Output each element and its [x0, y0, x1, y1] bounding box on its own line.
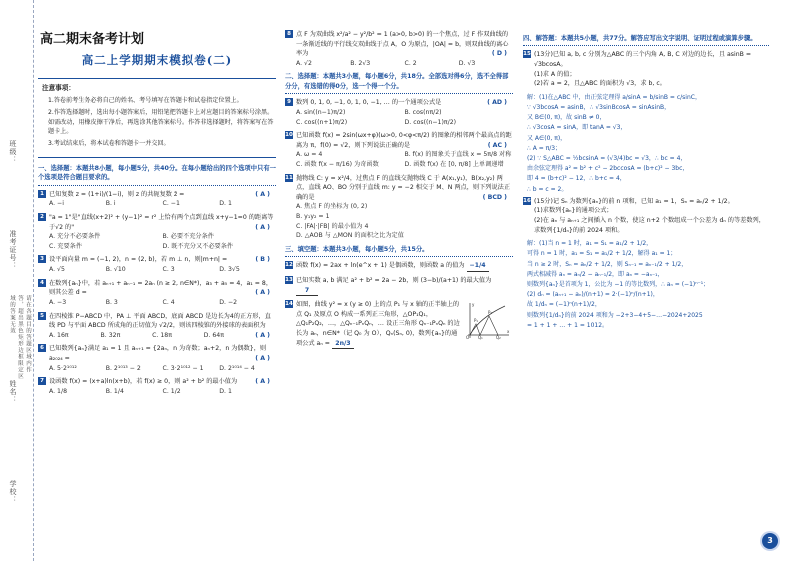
question-part: (2)若 a = 2，且△ABC 的面积为 √3，求 b, c。	[534, 80, 666, 88]
question-number: 8	[285, 30, 293, 38]
question-stem: 数列 0, 1, 0, −1, 0, 1, 0, −1, … 的一个通项公式是	[296, 99, 442, 107]
option-d: D. 3√5	[219, 266, 240, 274]
svg-text:P₂: P₂	[488, 310, 493, 316]
question-stem: 在四棱锥 P−ABCD 中，PA ⊥ 平面 ABCD，底面 ABCD 是边长为4的正方形，直线 PD 与平面 ABCD 所成角的正切值为 √2/2，则该四棱锥的外接球的表面积为	[49, 312, 271, 330]
question-number: 1	[38, 190, 46, 198]
option-a: A. 充分不必要条件	[49, 233, 101, 241]
column-1	[38, 30, 276, 400]
question-number: 14	[285, 301, 293, 308]
question-number: 4	[38, 279, 46, 287]
question-number: 5	[38, 312, 46, 320]
question-4	[38, 279, 276, 308]
question-stem: 设函数 f(x) = (x+a)ln(x+b)，若 f(x) ≥ 0，则 a² + b² 的最小值为	[49, 378, 238, 386]
options	[49, 265, 276, 275]
solution-line: ∵ √3bcosA = asinB，∴ √3sinBcosA = sinAsinB，	[527, 104, 671, 112]
option-d: D. cos((n−1)π/2)	[404, 118, 457, 126]
solution-line: (2) dₙ = (aₙ₊₁ − aₙ)/(n+1) = 2·(−1)ⁿ/(n+1)，	[527, 291, 659, 299]
question-stem: "a = 1"是"直线(x+2)² + (y−1)² = r² 上恰有两个点到直线 x+y−1=0 的距离等于√2 的"	[49, 214, 274, 231]
section-2-header: 二、选择题：本题共3小题，每小题6分，共18分。全部选对得6分，选不全得部分分，有选错的得0分，选一个得一个分。	[285, 72, 513, 94]
solution-line: ∴ A = π/3；	[527, 144, 562, 152]
column-2	[285, 30, 513, 353]
option-b: B. cos(nπ/2)	[404, 108, 442, 116]
question-stem: (15分)记 Sₙ 为数列{aₙ}的前 n 项和，已知 a₁ = 1，Sₙ = aₙ/2 + 1/2。	[534, 197, 734, 205]
option-c: C. 2	[404, 59, 417, 67]
question-1	[38, 190, 276, 209]
question-part: (2)在 aₙ 与 aₙ₊₁ 之间插入 n 个数，使这 n+2 个数组成一个公差为 dₙ 的等差数列，求数列{1/dₙ}的前 2024 项和。	[534, 216, 765, 234]
option-c: C. 4	[162, 298, 175, 306]
answer-key: ( BCD )	[482, 193, 507, 201]
question-14	[285, 300, 513, 349]
svg-text:Q₁: Q₁	[478, 335, 483, 341]
answer-blank: −1/4	[467, 261, 489, 272]
question-stem: 已知函数 f(x) = 2sin(ωx+φ)(ω>0, 0<φ<π/2) 的图象的相邻两个最高点的距离为 π，f(0) = √2，则下列说法正确的是	[296, 132, 512, 149]
question-7	[38, 377, 276, 396]
answer-key: ( A )	[255, 378, 270, 386]
option-c: C. 3	[162, 266, 175, 274]
answer-blank: 7	[296, 286, 318, 297]
question-15	[523, 50, 769, 88]
svg-text:P₁: P₁	[474, 318, 479, 324]
option-a: A. −3	[49, 298, 67, 306]
solution-line: ∴ b = c = 2。	[527, 185, 568, 193]
answer-key: ( A )	[255, 289, 270, 297]
question-number: 15	[523, 51, 531, 58]
answer-key: ( B )	[255, 256, 270, 264]
question-stem: 点 F 为双曲线 x²/a² − y²/b² = 1 (a>0, b>0) 的一个焦点，过 F 作双曲线的一条渐近线的平行线交双曲线于点 A，O 为原点，|OA| = b，则双曲线的离心率为	[296, 31, 509, 58]
option-c: C. −1	[162, 200, 180, 208]
question-stem: 如图，曲线 y² = x (y ≥ 0) 上的点 P₁ 与 x 轴的正半轴上的点 Q₁ 及原点 O 构成一系列正三角形，△OP₁Q₁，△Q₁P₂Q₂，…，△Qₙ₋₁PₙQₙ，… 设正三角形 Qₙ₋₁PₙQₙ 的边长为 aₙ，n∈N*（记 Q₀ 为 O），Qₙ(Sₙ, 0)，数列{aₙ}的通项公式 aₙ =	[296, 301, 460, 347]
option-d: D. 函数 f(x) 在 [0, π/8] 上单调递增	[404, 160, 504, 168]
column-3	[523, 30, 769, 333]
options	[49, 387, 276, 397]
question-number: 9	[285, 98, 293, 106]
section-1-header: 一、选择题：本题共8小题，每小题5分，共40分。在每小题给出的四个选项中只有一个选项是符合题目要求的。	[38, 164, 276, 186]
option-b: B. y₁y₂ = 1	[296, 213, 330, 221]
option-b: B. 1/4	[105, 387, 124, 395]
question-part: (1)求数列{aₙ}的通项公式；	[534, 207, 613, 215]
notice-item: 2.作答选择题时，选出每小题答案后，用铅笔把答题卡上对应题目的答案标号涂黑。如需改动，用橡皮擦干净后，再选涂其他答案标号。作答非选择题时，将答案写在答题卡上。	[48, 108, 274, 136]
question-stem: 设平面向量 m = (−1, 2)，n = (2, b)，若 m ⊥ n，则|m+n| =	[49, 256, 228, 264]
page-number-badge: 3	[762, 533, 778, 549]
question-12	[285, 261, 513, 272]
question-11	[285, 174, 513, 241]
option-d: D. √3	[458, 59, 476, 67]
answer-key: ( AD )	[487, 99, 507, 107]
options	[296, 202, 513, 240]
option-c: C. 3·2¹⁰¹² − 1	[162, 364, 204, 372]
option-c: C. 18π	[152, 331, 172, 339]
answer-key: ( A )	[255, 223, 270, 231]
question-number: 10	[285, 132, 293, 139]
option-b: B. 必要不充分条件	[162, 233, 214, 241]
answer-key: ( AC )	[487, 141, 507, 149]
option-c: C. 充要条件	[49, 242, 83, 250]
option-d: D. −2	[219, 298, 238, 306]
option-d: D. 1	[219, 200, 232, 208]
solution-15	[523, 93, 769, 195]
question-stem: (13分)已知 a, b, c 分别为△ABC 的三个内角 A, B, C 对边的边长，且 asinB = √3bcosA。	[534, 51, 752, 69]
solution-line: 两式相减得 aₙ = aₙ/2 − aₙ₋₁/2，即 aₙ = −aₙ₋₁，	[527, 270, 664, 278]
question-stem: 在数列{aₙ}中，若 aₙ₊₁ + aₙ₋₁ = 2aₙ (n ≥ 2, n∈N*)，a₃ + a₅ = 4，a₁ = 8，则其公差 d =	[49, 279, 273, 297]
question-stem: 抛物线 C: y = x²/4，过焦点 F 的直线交抛物线 C 于 A(x₁,y₁)，B(x₂,y₂) 两点，直线 AO、BO 分别于直线 m: y = −2 相交于 M、N 两点，则下列说法正确的是	[296, 174, 511, 201]
question-3	[38, 255, 276, 274]
options	[49, 331, 255, 341]
solution-line: 解：(1)在△ABC 中，由正弦定理得 a/sinA = b/sinB = c/sinC，	[527, 93, 701, 101]
options	[296, 108, 513, 127]
solution-line: 则数列{aₙ}是首项为 1，公比为 −1 的等比数列，∴ aₙ = (−1)ⁿ⁻¹；	[527, 280, 710, 288]
question-number: 13	[285, 276, 293, 283]
svg-text:y: y	[472, 302, 475, 308]
class-label: 班级：	[9, 140, 17, 164]
solution-line: (2) ∵ S△ABC = ½bcsinA = (√3/4)bc = √3，∴ bc = 4，	[527, 155, 687, 162]
option-b: B. √10	[105, 266, 126, 274]
option-b: B. 32π	[100, 331, 121, 339]
question-8	[285, 30, 513, 68]
solution-line: ∴ √3cosA = sinA，即 tanA = √3，	[527, 124, 627, 132]
question-stem: 已知复数 z = (1+i)/(1−i)，则 z 的共轭复数 z̄ =	[49, 190, 185, 198]
question-number: 16	[523, 197, 531, 204]
options	[296, 150, 513, 169]
solution-16	[523, 239, 769, 331]
option-c: C. cos((n+1)π/2)	[296, 118, 348, 126]
school-label: 学校：	[9, 480, 17, 504]
solution-line: 解：(1)当 n = 1 时，a₁ = S₁ = a₁/2 + 1/2，	[527, 240, 653, 248]
option-a: A. √2	[296, 59, 312, 67]
answer-key: ( A )	[255, 190, 270, 198]
option-c: C. 1/2	[162, 387, 181, 395]
options	[49, 232, 276, 251]
section-3-header: 三、填空题：本题共3小题，每小题5分，共15分。	[285, 245, 513, 257]
svg-text:x: x	[507, 329, 510, 335]
solution-line: 即 4 = (b+c)² − 12，∴ b+c = 4，	[527, 175, 626, 183]
solution-line: 当 n ≥ 2 时，Sₙ = aₙ/2 + 1/2，则 Sₙ₋₁ = aₙ₋₁/2 + 1/2，	[527, 260, 688, 268]
notice-item: 1.答卷前考生务必将自己的姓名、考号填写在答题卡和试卷指定位置上。	[48, 97, 243, 105]
section-4-header: 四、解答题：本题共5小题，共77分。解答应写出文字说明、证明过程或演算步骤。	[523, 34, 769, 46]
options	[296, 59, 513, 69]
binding-margin	[0, 0, 34, 561]
option-a: A. 1/8	[49, 387, 68, 395]
question-13	[285, 276, 513, 296]
option-b: B. i	[105, 200, 116, 208]
option-d: D. 2¹⁰¹⁴ − 4	[219, 364, 255, 372]
question-number: 3	[38, 255, 46, 263]
option-d: D. 1	[219, 387, 232, 395]
question-16	[523, 197, 769, 235]
options	[49, 364, 276, 374]
options	[49, 199, 276, 209]
option-d: D. 64π	[203, 331, 224, 339]
exam-id-label: 准考证号：	[9, 230, 17, 270]
question-9	[285, 98, 513, 127]
option-b: B. 2√3	[350, 59, 371, 67]
solution-line: 故 1/dₙ = (−1)ⁿ(n+1)/2，	[527, 301, 601, 309]
exam-subtitle: 高二上学期期末模拟卷(二)	[81, 53, 233, 68]
page-title: 高二期末备考计划	[40, 32, 145, 47]
option-b: B. 2¹⁰¹³ − 2	[105, 364, 141, 372]
option-a: A. ω = 4	[296, 151, 323, 159]
question-stem: 函数 f(x) = 2ax + ln(e^x + 1) 是偶函数，则函数 a 的值为	[296, 262, 465, 270]
question-number: 12	[285, 262, 293, 269]
question-6	[38, 344, 276, 373]
solution-line: 又 B∈(0, π)，故 sinB ≠ 0，	[527, 114, 606, 122]
solution-line: = 1 + 1 + … + 1 = 1012。	[527, 321, 609, 329]
options	[49, 298, 276, 308]
question-part: (1)求 A 的值；	[534, 70, 576, 78]
margin-notice: 请在各题目的答题区域内作答，超出黑色矩形边框限定区域的答案无效	[9, 295, 31, 380]
option-c: C. 函数 f(x − π/16) 为奇函数	[296, 160, 379, 168]
answer-key: ( A )	[255, 354, 270, 362]
solution-line: 由余弦定理得 a² = b² + c² − 2bccosA = (b+c)² − 3bc，	[527, 165, 689, 173]
question-10	[285, 131, 513, 169]
name-label: 姓名：	[9, 380, 17, 404]
question-stem: 已知数列{aₙ}满足 a₁ = 1 且 aₙ₊₁ = {2aₙ，n 为奇数；aₙ+2，n 为偶数}，则 a₂₀₂₄ =	[49, 345, 267, 362]
option-d: D. 既不充分又不必要条件	[162, 242, 234, 250]
option-a: A. sin((n−1)π/2)	[296, 108, 346, 116]
solution-line: 则数列{1/dₙ}的前 2024 项和为 −2+3−4+5−…−2024+2025	[527, 311, 703, 319]
option-a: A. 5·2¹⁰¹²	[49, 364, 77, 372]
option-b: B. f(x) 的图象关于直线 x = 5π/8 对称	[404, 151, 512, 159]
notice-box	[38, 78, 276, 158]
question-number: 7	[38, 377, 46, 385]
answer-key: ( A )	[255, 331, 270, 339]
notice-item: 3.考试结束后，将本试卷和答题卡一并交回。	[48, 140, 170, 148]
option-a: A. 焦点 F 的坐标为 (0, 2)	[296, 203, 368, 211]
option-d: D. △AOB 与 △MON 的面积之比为定值	[296, 232, 404, 240]
question-number: 6	[38, 344, 46, 352]
solution-line: 又 A∈(0, π)，	[527, 134, 567, 142]
notice-heading: 注意事项：	[42, 83, 75, 92]
triangle-sequence-figure	[465, 300, 511, 340]
svg-text:Q₂: Q₂	[496, 335, 501, 341]
svg-text:O: O	[466, 335, 470, 341]
option-a: A. −i	[49, 200, 64, 208]
question-number: 2	[38, 213, 46, 221]
solution-line: 可得 n = 1 时，a₁ = S₁ = a₁/2 + 1/2，解得 a₁ = 1；	[527, 250, 677, 258]
question-5	[38, 312, 276, 341]
option-c: C. |FA|·|FB| 的最小值为 4	[296, 222, 369, 230]
option-b: B. 3	[105, 298, 118, 306]
question-number: 11	[285, 174, 293, 181]
answer-key: ( D )	[491, 50, 507, 58]
option-a: A. √5	[49, 266, 65, 274]
question-stem: 已知实数 a, b 满足 a² + b² = 2a − 2b，则 (3−b)/(a+1) 的最大值为	[296, 276, 492, 284]
option-a: A. 16π	[49, 331, 69, 339]
question-2	[38, 213, 276, 251]
answer-blank: 2n/3	[332, 339, 354, 350]
